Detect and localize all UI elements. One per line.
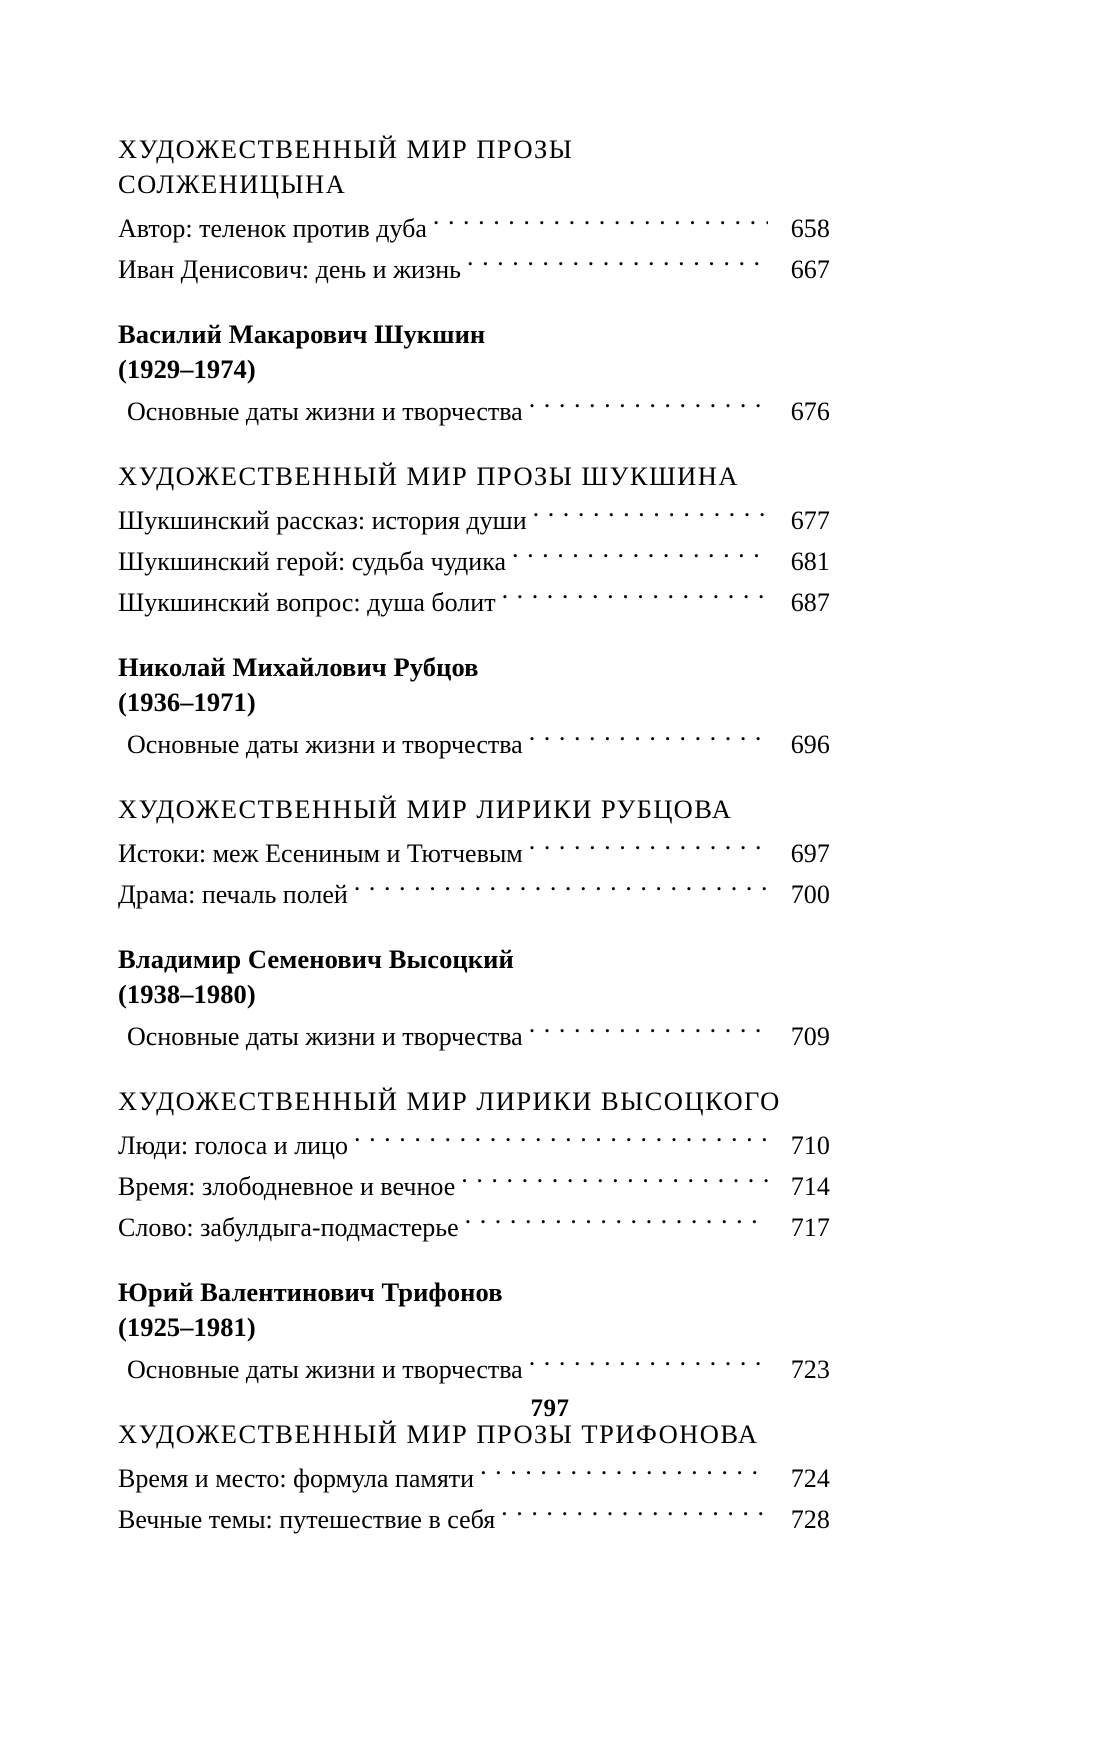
toc-entry-title: Истоки: меж Есениным и Тютчевым: [118, 839, 523, 868]
toc-entry[interactable]: [118, 1166, 830, 1207]
toc-entry-title: Шукшинский герой: судьба чудика: [118, 547, 506, 576]
author-group: [118, 942, 830, 1057]
table-of-contents: [118, 132, 830, 1540]
toc-entry-page-number: 687: [790, 588, 830, 617]
section-heading-line: ХУДОЖЕСТВЕННЫЙ МИР ПРОЗЫ ШУКШИНА: [118, 461, 739, 491]
section-heading-line: ХУДОЖЕСТВЕННЫЙ МИР ЛИРИКИ РУБЦОВА: [118, 794, 733, 824]
toc-entry-title: Вечные темы: путешествие в себя: [118, 1505, 496, 1534]
section-heading-line: СОЛЖЕНИЦЫНА: [118, 169, 347, 199]
section-heading: [118, 132, 830, 202]
toc-entry-page-number: 728: [790, 1505, 830, 1534]
section-heading: [118, 792, 830, 827]
toc-entry-title: Основные даты жизни и творчества: [127, 1022, 523, 1051]
section-group: [118, 459, 830, 623]
author-heading: [118, 650, 830, 720]
toc-entry-title: Основные даты жизни и творчества: [127, 730, 523, 759]
section-heading-line: ХУДОЖЕСТВЕННЫЙ МИР ПРОЗЫ ТРИФОНОВА: [118, 1419, 759, 1449]
toc-entry-page-number: 709: [790, 1022, 830, 1051]
toc-entry-page-number: 697: [790, 839, 830, 868]
dot-leader: [433, 211, 768, 237]
dot-leader: [529, 727, 768, 753]
author-heading: [118, 942, 830, 1012]
toc-entry-title: Основные даты жизни и творчества: [127, 1355, 523, 1384]
toc-entry-page-number: 717: [790, 1213, 830, 1242]
toc-entry[interactable]: [118, 249, 830, 290]
dot-leader: [480, 1461, 768, 1487]
dot-leader: [529, 1352, 768, 1378]
dot-leader: [354, 877, 768, 903]
toc-entry-page-number: 696: [790, 730, 830, 759]
section-group: [118, 792, 830, 915]
section-heading: [118, 459, 830, 494]
author-years: (1929–1974): [118, 354, 256, 384]
toc-entry-page-number: 714: [790, 1172, 830, 1201]
toc-entry[interactable]: [118, 1125, 830, 1166]
author-years: (1938–1980): [118, 979, 256, 1009]
toc-entry-title: Иван Денисович: день и жизнь: [118, 255, 461, 284]
dot-leader: [512, 544, 768, 570]
section-heading: [118, 1084, 830, 1119]
toc-entry[interactable]: [118, 833, 830, 874]
dot-leader: [465, 1210, 768, 1236]
toc-entry-title: Шукшинский вопрос: душа болит: [118, 588, 496, 617]
section-group: [118, 1417, 830, 1540]
toc-entry[interactable]: [118, 1207, 830, 1248]
dot-leader: [467, 252, 768, 278]
toc-entry-title: Время: злободневное и вечное: [118, 1172, 456, 1201]
author-years: (1936–1971): [118, 687, 256, 717]
toc-entry-title: Люди: голоса и лицо: [118, 1131, 349, 1160]
dot-leader: [529, 1019, 768, 1045]
toc-entry[interactable]: [118, 874, 830, 915]
dot-leader: [502, 585, 768, 611]
toc-entry-title: Основные даты жизни и творчества: [127, 397, 523, 426]
section-heading-line: ХУДОЖЕСТВЕННЫЙ МИР ЛИРИКИ ВЫСОЦКОГО: [118, 1086, 781, 1116]
dot-leader: [529, 394, 768, 420]
toc-entry[interactable]: [118, 541, 830, 582]
toc-entry-page-number: 700: [790, 880, 830, 909]
author-group: [118, 1275, 830, 1390]
toc-entry-title: Автор: теленок против дуба: [118, 214, 427, 243]
section-heading-line: ХУДОЖЕСТВЕННЫЙ МИР ПРОЗЫ: [118, 134, 574, 164]
dot-leader: [354, 1128, 768, 1154]
toc-entry[interactable]: [118, 1349, 830, 1390]
author-heading: [118, 317, 830, 387]
author-name: Василий Макарович Шукшин: [118, 319, 486, 349]
toc-entry[interactable]: [118, 582, 830, 623]
toc-entry-title: Время и место: формула памяти: [118, 1464, 475, 1493]
toc-entry[interactable]: [118, 391, 830, 432]
author-group: [118, 650, 830, 765]
toc-entry-page-number: 723: [790, 1355, 830, 1384]
toc-entry[interactable]: [118, 1016, 830, 1057]
toc-entry-page-number: 677: [790, 506, 830, 535]
toc-entry-page-number: 658: [790, 214, 830, 243]
toc-entry-page-number: 667: [790, 255, 830, 284]
author-name: Николай Михайлович Рубцов: [118, 652, 479, 682]
toc-entry[interactable]: [118, 208, 830, 249]
toc-entry-title: Драма: печаль полей: [118, 880, 348, 909]
toc-entry[interactable]: [118, 724, 830, 765]
section-group: [118, 132, 830, 290]
toc-entry[interactable]: [118, 1458, 830, 1499]
toc-entry-page-number: 724: [790, 1464, 830, 1493]
author-group: [118, 317, 830, 432]
dot-leader: [529, 836, 768, 862]
dot-leader: [533, 503, 768, 529]
author-years: (1925–1981): [118, 1312, 256, 1342]
section-group: [118, 1084, 830, 1248]
author-name: Владимир Семенович Высоцкий: [118, 944, 514, 974]
toc-entry-page-number: 681: [790, 547, 830, 576]
page-folio-number: 797: [530, 1395, 570, 1422]
author-heading: [118, 1275, 830, 1345]
toc-entry-title: Слово: забулдыга-подмастерье: [118, 1213, 459, 1242]
toc-entry[interactable]: [118, 1499, 830, 1540]
author-name: Юрий Валентинович Трифонов: [118, 1277, 503, 1307]
toc-entry-page-number: 710: [790, 1131, 830, 1160]
toc-entry-page-number: 676: [790, 397, 830, 426]
toc-entry[interactable]: [118, 500, 830, 541]
dot-leader: [501, 1502, 768, 1528]
dot-leader: [461, 1169, 768, 1195]
toc-entry-title: Шукшинский рассказ: история души: [118, 506, 527, 535]
